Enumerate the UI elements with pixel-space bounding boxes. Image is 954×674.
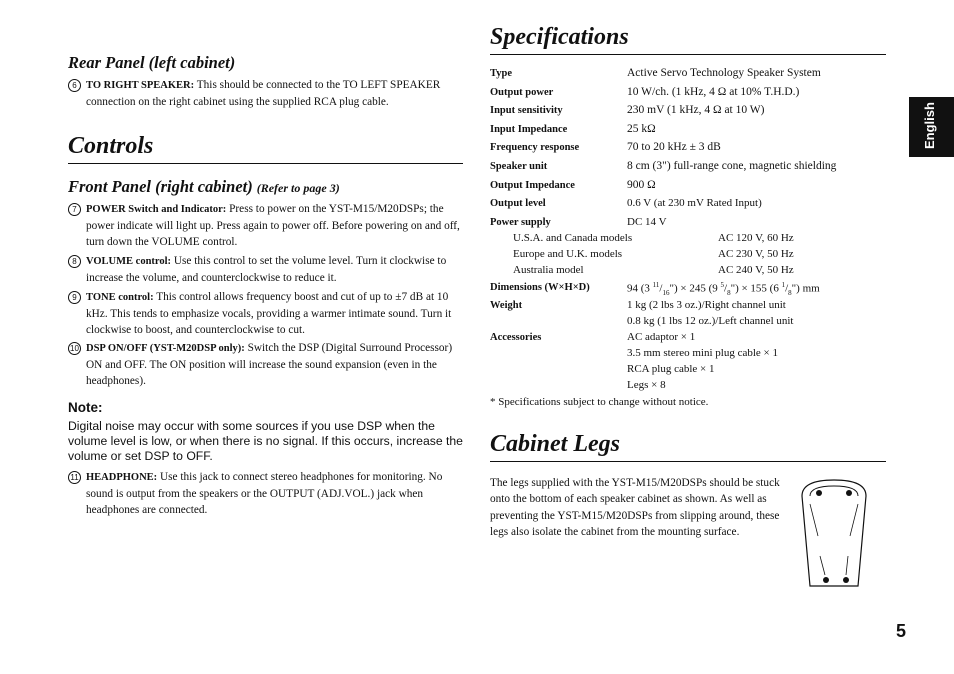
spec-key: Weight: [490, 299, 523, 311]
spec-value: AC adaptor × 1: [627, 330, 696, 343]
control-item-8: [68, 253, 463, 286]
spec-row-weight-2: [490, 315, 880, 331]
power-sub-row: [490, 232, 880, 248]
control-item-7: [68, 201, 463, 250]
control-item-9: [68, 289, 463, 338]
page-number: 5: [896, 621, 907, 641]
control-item-10: [68, 340, 463, 389]
leg-dot: [846, 490, 852, 496]
leg-dot: [816, 490, 822, 496]
power-sub-row: [490, 248, 880, 264]
power-sub-value: AC 230 V, 50 Hz: [718, 247, 794, 260]
spec-row: [490, 197, 880, 216]
spec-value: Legs × 8: [627, 378, 666, 391]
spec-value: RCA plug cable × 1: [627, 362, 715, 375]
leg-dot: [823, 577, 829, 583]
item-title: TO RIGHT SPEAKER:: [86, 80, 195, 91]
spec-value: DC 14 V: [627, 215, 667, 228]
item-text: Switch the DSP (Digital Surround Processor) ON and OFF. The ON position will increase the sound expansion (even in the headphones).: [86, 342, 453, 387]
power-sub-key: Australia model: [513, 263, 584, 276]
language-tab-label: English: [922, 102, 937, 149]
spec-value: 0.6 V (at 230 mV Rated Input): [627, 197, 762, 210]
spec-key: Output level: [490, 198, 546, 210]
spec-row-dimensions: [490, 281, 880, 299]
spec-key: Frequency response: [490, 142, 580, 154]
item-number: 9: [68, 291, 81, 304]
language-tab: [909, 97, 954, 157]
spec-value: 10 W/ch. (1 kHz, 4 Ω at 10% T.H.D.): [627, 85, 800, 98]
leg-dot: [843, 577, 849, 583]
spec-row: [490, 216, 880, 232]
control-item-11: [68, 469, 463, 518]
spec-row: [490, 141, 880, 160]
cabinet-legs-illustration: [798, 476, 870, 590]
spec-row: [490, 123, 880, 142]
rear-panel-heading: Rear Panel (left cabinet): [68, 53, 236, 72]
spec-key: Output power: [490, 86, 554, 98]
spec-row: [490, 67, 880, 86]
spec-value: 230 mV (1 kHz, 4 Ω at 10 W): [627, 104, 765, 117]
item-number: 7: [68, 203, 81, 216]
item-title: TONE control:: [86, 292, 154, 303]
item-text: This control allows frequency boost and cut of up to ±7 dB at 10 kHz. This tends to emphasize vocals, providing a warmer intimate sound. Turn it clockwise to boost, and counterclockwise to cut.: [86, 291, 452, 336]
item-text: Use this control to set the volume level. Turn it clockwise to increase the volume, and counterclockwise to reduce it.: [86, 255, 447, 284]
spec-table: [490, 67, 880, 395]
spec-value: Active Servo Technology Speaker System: [627, 67, 821, 79]
note-heading: Note:: [68, 400, 103, 415]
spec-row: [490, 104, 880, 123]
item-number: 11: [68, 471, 81, 484]
power-sub-row: [490, 264, 880, 281]
front-panel-ref: (Refer to page 3): [256, 181, 340, 195]
item-text: Press to power on the YST-M15/M20DSPs; the power indicate will light up. Press again to power off. Before powering on and off, turn down the VOLUME control.: [86, 203, 460, 248]
item-text: This should be connected to the TO LEFT SPEAKER connection on the right cabinet using the supplied RCA plug cable.: [86, 79, 441, 108]
spec-row-accessories-2: [490, 347, 880, 363]
rear-item-6: [68, 77, 463, 110]
spec-value: 94 (3 $^{11}/_{16}") \times 245$ (9 $^5/_8") \times 155$ (6 $^1/_8$") mm: [627, 280, 820, 297]
specifications-rule: [490, 54, 886, 55]
spec-value: 70 to 20 kHz ± 3 dB: [627, 141, 721, 154]
item-title: DSP ON/OFF (YST-M20DSP only):: [86, 343, 245, 354]
spec-key: Power supply: [490, 216, 551, 228]
item-title: POWER Switch and Indicator:: [86, 204, 227, 215]
item-number: 10: [68, 342, 81, 355]
spec-row: [490, 160, 880, 179]
spec-value: 8 cm (3") full-range cone, magnetic shielding: [627, 159, 837, 172]
power-sub-key: U.S.A. and Canada models: [513, 231, 633, 244]
item-title: VOLUME control:: [86, 256, 172, 267]
item-title: HEADPHONE:: [86, 472, 158, 483]
spec-key: Speaker unit: [490, 160, 548, 172]
spec-value: 3.5 mm stereo mini plug cable × 1: [627, 346, 779, 359]
cabinet-legs-heading: Cabinet Legs: [490, 431, 620, 457]
controls-heading: Controls: [68, 133, 154, 159]
spec-row: [490, 86, 880, 105]
spec-key: Accessories: [490, 331, 542, 343]
note-text: Digital noise may occur with some sources if you use DSP when the volume level is low, or when there is no signal. If this occurs, increase the volume or set DSP to OFF.: [68, 419, 463, 463]
item-number: 8: [68, 255, 81, 268]
spec-key: Input Impedance: [490, 123, 568, 135]
spec-key: Type: [490, 68, 512, 79]
spec-key: Output Impedance: [490, 179, 575, 191]
item-text: Use this jack to connect stereo headphones for monitoring. No sound is output from the speakers or the OUTPUT (ADJ.VOL.) jack when headphones are connected.: [86, 471, 443, 516]
spec-value: 900 Ω: [627, 178, 656, 191]
spec-value: 1 kg (2 lbs 3 oz.)/Right channel unit: [627, 298, 786, 311]
spec-key: Dimensions (W×H×D): [490, 281, 590, 293]
spec-value: 25 kΩ: [627, 122, 656, 135]
spec-row-weight: [490, 299, 880, 315]
spec-row: [490, 179, 880, 198]
spec-row-accessories-4: [490, 379, 880, 395]
front-panel-heading: [68, 177, 340, 197]
spec-row-accessories: [490, 331, 880, 347]
spec-footnote: * Specifications subject to change without notice.: [490, 396, 709, 408]
spec-row-accessories-3: [490, 363, 880, 379]
power-sub-value: AC 240 V, 50 Hz: [718, 263, 794, 276]
item-number: 6: [68, 79, 81, 92]
cabinet-legs-rule: [490, 461, 886, 462]
spec-key: Input sensitivity: [490, 105, 563, 117]
controls-rule: [68, 163, 463, 164]
specifications-heading: Specifications: [490, 24, 629, 50]
cabinet-legs-text: The legs supplied with the YST-M15/M20DSPs should be stuck onto the bottom of each speaker cabinet as shown. As well as preventing the YST-M15/M20DSPs from slipping around, these legs also isolate the cabinet from the mounting surface.: [490, 477, 780, 538]
front-panel-title: Front Panel (right cabinet): [68, 177, 253, 196]
power-sub-key: Europe and U.K. models: [513, 247, 623, 260]
spec-value: 0.8 kg (1 lbs 12 oz.)/Left channel unit: [627, 314, 794, 327]
power-sub-value: AC 120 V, 60 Hz: [718, 231, 794, 244]
